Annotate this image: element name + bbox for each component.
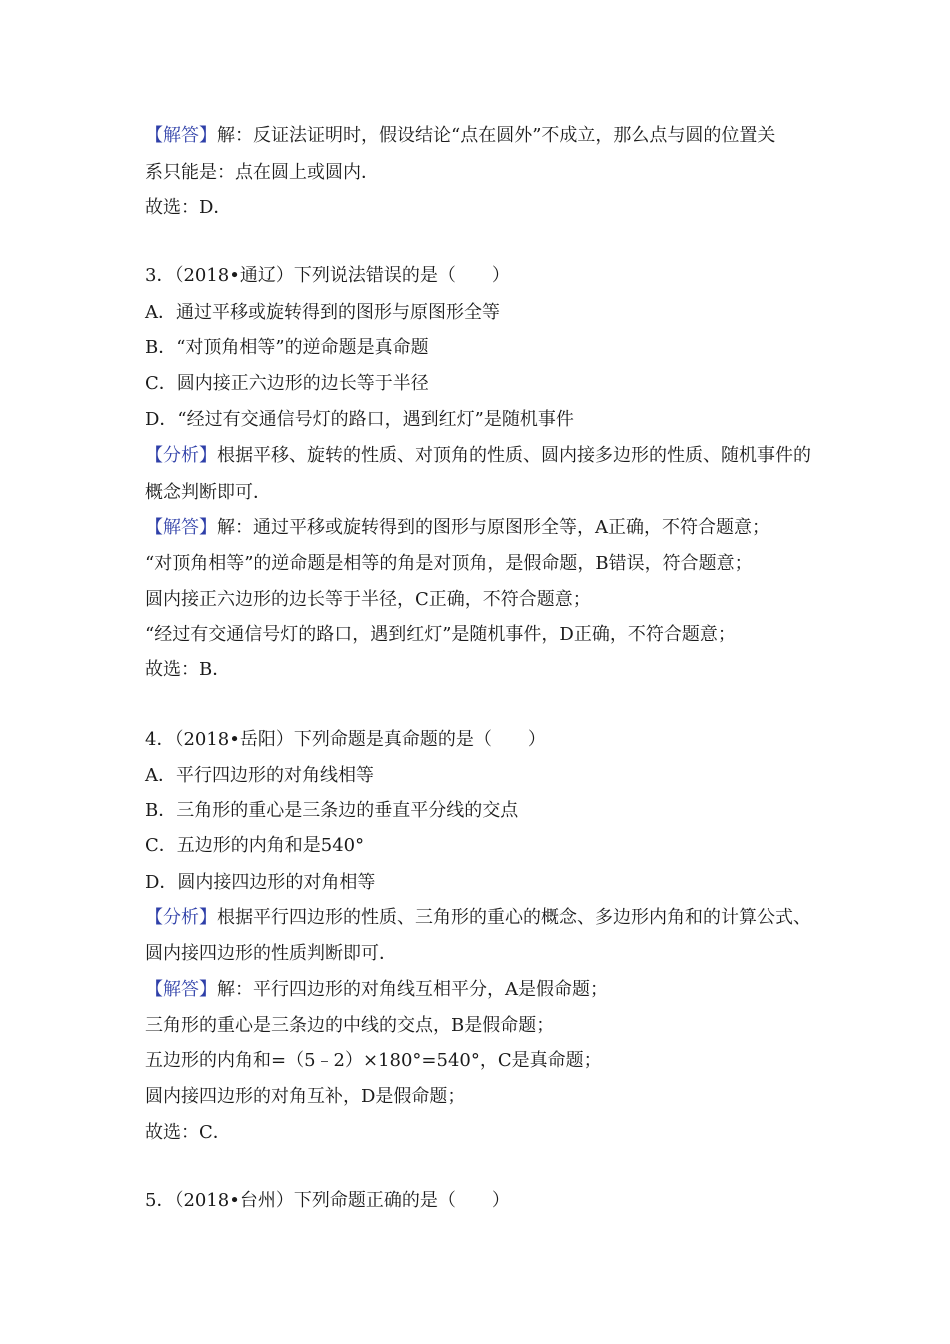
analysis-text: 根据平行四边形的性质、三角形的重心的概念、多边形内角和的计算公式、 (217, 907, 811, 928)
q4-analysis-line-2: 圆内接四边形的性质判断即可． (145, 943, 397, 964)
q3-answer-line-4: “经过有交通信号灯的路口，遇到红灯”是随机事件，D正确，不符合题意； (145, 624, 736, 645)
q5-stem: 5．（2018•台州）下列命题正确的是（ ） (145, 1190, 510, 1211)
q2-answer-line-2: 系只能是：点在圆上或圆内． (145, 162, 379, 183)
q4-option-a: A．平行四边形的对角线相等 (145, 765, 374, 786)
q4-answer-line-4: 圆内接四边形的对角互补，D是假命题； (145, 1086, 466, 1107)
q3-analysis-line-2: 概念判断即可． (145, 482, 271, 503)
q3-answer-line-1 (145, 516, 770, 540)
q2-choice: 故选：D． (145, 197, 232, 218)
q3-option-a: A．通过平移或旋转得到的图形与原图形全等 (145, 302, 500, 323)
q3-analysis-line-1 (145, 444, 811, 468)
q3-stem: 3．（2018•通辽）下列说法错误的是（ ） (145, 265, 510, 286)
q4-stem: 4．（2018•岳阳）下列命题是真命题的是（ ） (145, 729, 546, 750)
analysis-tag: 【分析】 (145, 445, 217, 466)
answer-text: 解：平行四边形的对角线互相平分，A是假命题； (217, 979, 608, 1000)
q4-choice: 故选：C． (145, 1122, 231, 1143)
q4-option-c: C．五边形的内角和是540° (145, 835, 365, 856)
q3-option-b: B．“对顶角相等”的逆命题是真命题 (145, 337, 429, 358)
q4-analysis-line-1 (145, 906, 811, 930)
answer-text: 解：通过平移或旋转得到的图形与原图形全等，A正确，不符合题意； (217, 517, 770, 538)
q3-choice: 故选：B． (145, 659, 231, 680)
q3-answer-line-3: 圆内接正六边形的边长等于半径，C正确，不符合题意； (145, 589, 591, 610)
answer-tag: 【解答】 (145, 125, 217, 146)
q4-answer-line-1 (145, 978, 608, 1002)
q4-answer-line-2: 三角形的重心是三条边的中线的交点，B是假命题； (145, 1015, 555, 1036)
answer-text: 解：反证法证明时，假设结论“点在圆外”不成立，那么点与圆的位置关 (217, 125, 776, 146)
q4-option-d: D．圆内接四边形的对角相等 (145, 872, 376, 893)
q2-answer-line-1 (145, 124, 775, 148)
analysis-tag: 【分析】 (145, 907, 217, 928)
q4-answer-line-3: 五边形的内角和=（5﹣2）×180°=540°，C是真命题； (145, 1050, 602, 1071)
answer-tag: 【解答】 (145, 517, 217, 538)
analysis-text: 根据平移、旋转的性质、对顶角的性质、圆内接多边形的性质、随机事件的 (217, 445, 811, 466)
q3-answer-line-2: “对顶角相等”的逆命题是相等的角是对顶角，是假命题，B错误，符合题意； (145, 553, 753, 574)
q3-option-c: C．圆内接正六边形的边长等于半径 (145, 373, 429, 394)
q4-option-b: B．三角形的重心是三条边的垂直平分线的交点 (145, 800, 519, 821)
q3-option-d: D．“经过有交通信号灯的路口，遇到红灯”是随机事件 (145, 409, 574, 430)
answer-tag: 【解答】 (145, 979, 217, 1000)
